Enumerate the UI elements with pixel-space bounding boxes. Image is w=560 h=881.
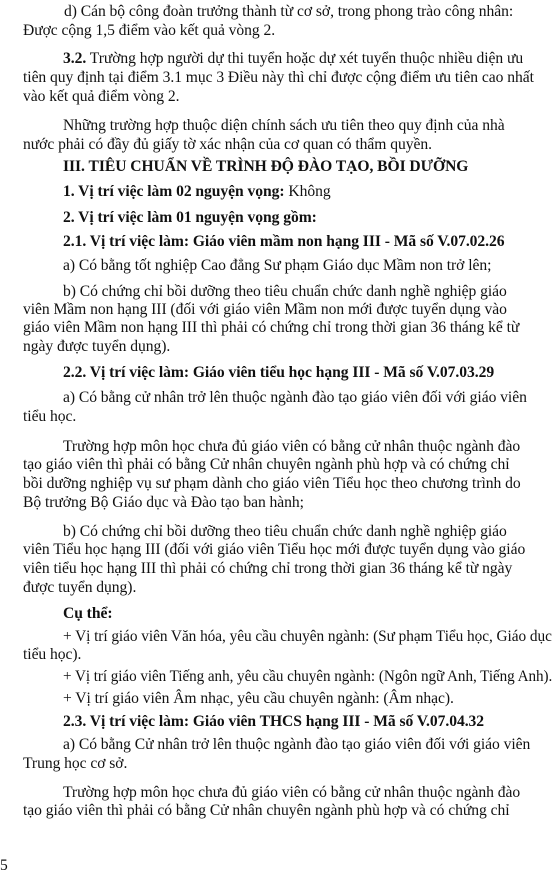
item-heading: 2. Vị trí việc làm 01 nguyện vọng gồm: (63, 208, 317, 226)
subsection-heading: 2.1. Vị trí việc làm: Giáo viên mầm non hạng III - Mã số V.07.02.26 (63, 232, 505, 250)
text-line: viên Tiểu học hạng III (đối với giáo viên Tiểu học mới được tuyển dụng vào giáo (23, 541, 526, 559)
text-line: vào kết quả điểm vòng 2. (23, 87, 180, 105)
text-line: giáo viên Mầm non hạng III thì phải có chứng chỉ trong thời gian 36 tháng kể từ (23, 319, 520, 337)
section-number: 3.2. (63, 50, 87, 68)
text-line: tạo giáo viên thì phải có bằng Cử nhân chuyên ngành phù hợp và có chứng chỉ (23, 802, 510, 820)
text-line: d) Cán bộ công đoàn trưởng thành từ cơ sở, trong phong trào công nhân: (64, 2, 514, 20)
subsection-heading: 2.2. Vị trí việc làm: Giáo viên tiểu học hạng III - Mã số V.07.03.29 (63, 364, 495, 382)
text-line: Được cộng 1,5 điểm vào kết quả vòng 2. (23, 21, 276, 39)
text-line: Trường hợp môn học chưa đủ giáo viên có bằng cử nhân thuộc ngành đào (63, 437, 521, 455)
subsection-heading: Cụ thể: (63, 604, 113, 622)
text-line: tiên quy định tại điểm 3.1 mục 3 Điều này thì chỉ được cộng điểm ưu tiên cao nhất (23, 68, 534, 86)
list-item: + Vị trí giáo viên Âm nhạc, yêu cầu chuyên ngành: (Âm nhạc). (63, 689, 454, 707)
item-heading: 1. Vị trí việc làm 02 nguyện vọng: (63, 183, 285, 201)
text-line: Những trường hợp thuộc diện chính sách ưu tiên theo quy định của nhà (63, 117, 505, 135)
item-value: Không (284, 183, 331, 201)
text-line: tiểu học). (23, 645, 82, 663)
text-line: b) Có chứng chỉ bồi dưỡng theo tiêu chuẩn chức danh nghề nghiệp giáo (63, 522, 507, 540)
list-item: + Vị trí giáo viên Văn hóa, yêu cầu chuyên ngành: (Sư phạm Tiểu học, Giáo dục (63, 627, 552, 645)
section-heading: III. TIÊU CHUẨN VỀ TRÌNH ĐỘ ĐÀO TẠO, BỒI DƯỠNG (63, 158, 469, 175)
text-line: a) Có bằng tốt nghiệp Cao đẳng Sư phạm Giáo dục Mầm non trở lên; (63, 257, 492, 275)
list-item: + Vị trí giáo viên Tiếng anh, yêu cầu chuyên ngành: (Ngôn ngữ Anh, Tiếng Anh). (63, 667, 553, 685)
text-line: Trung học cơ sở. (23, 754, 128, 772)
text-line: Bộ trưởng Bộ Giáo dục và Đào tạo ban hành; (23, 493, 304, 511)
subsection-heading: 2.3. Vị trí việc làm: Giáo viên THCS hạng III - Mã số V.07.04.32 (63, 712, 485, 730)
text-line: ngày được tuyển dụng). (23, 337, 171, 355)
text-line: viên tiểu học hạng III thì phải có chứng chỉ trong thời gian 36 tháng kể từ ngày (23, 559, 513, 577)
text-line: bồi dưỡng nghiệp vụ sư phạm dành cho giáo viên Tiểu học theo chương trình do (23, 475, 521, 493)
text-line: a) Có bằng cử nhân trở lên thuộc ngành đào tạo giáo viên đối với giáo viên (63, 389, 527, 407)
text-line: viên Mầm non hạng III (đối với giáo viên Mầm non mới được tuyển dụng vào (23, 301, 507, 319)
text-line: được tuyển dụng). (23, 578, 137, 596)
page-number: 5 (0, 857, 8, 875)
text-line: Trường hợp môn học chưa đủ giáo viên có bằng cử nhân thuộc ngành đào (63, 783, 521, 801)
text-line: nước phải có đầy đủ giấy tờ xác nhận của cơ quan có thẩm quyền. (23, 135, 432, 153)
text-line (63, 181, 331, 203)
text-line: tạo giáo viên thì phải có bằng Cử nhân chuyên ngành phù hợp và có chứng chỉ (23, 456, 510, 474)
text-line: a) Có bằng Cử nhân trở lên thuộc ngành đào tạo giáo viên đối với giáo viên (63, 736, 531, 754)
text-line: b) Có chứng chỉ bồi dưỡng theo tiêu chuẩn chức danh nghề nghiệp giáo (63, 282, 507, 300)
text-line: tiểu học. (23, 408, 77, 426)
text-line-rest: Trường hợp người dự thi tuyển hoặc dự xét tuyển thuộc nhiều diện ưu (86, 50, 524, 68)
